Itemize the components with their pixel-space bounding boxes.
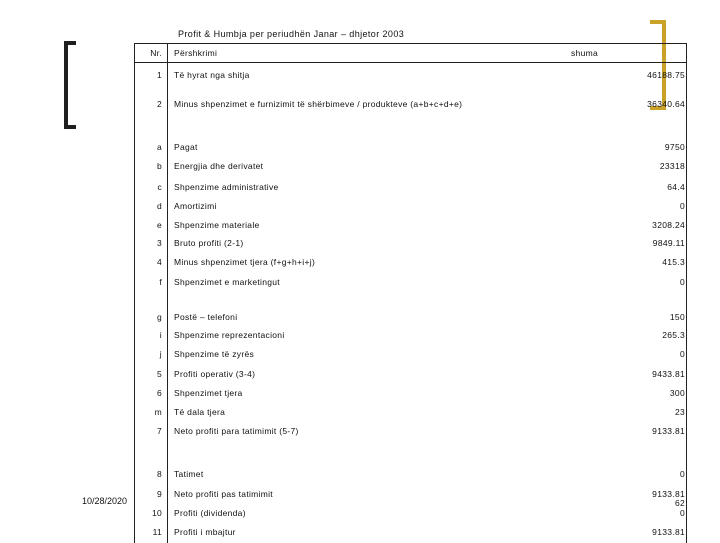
row-nr: j [159,349,162,359]
row-nr: 8 [156,469,162,479]
row-amount: 0 [679,469,685,479]
row-nr: a [156,142,162,152]
row-description: Neto profiti pas tatimimit [174,489,273,499]
row-amount: 9849.11 [652,238,685,248]
row-nr: g [156,312,162,322]
row-description: Amortizimi [174,201,217,211]
row-amount: 23 [674,407,685,417]
row-description: Minus shpenzimet tjera (f+g+h+i+j) [174,257,316,267]
row-description: Shpenzime materiale [174,220,260,230]
row-nr: i [159,330,162,340]
row-description: Energjia dhe derivatet [174,161,264,171]
row-nr: 1 [156,70,162,80]
row-amount: 3208.24 [652,220,685,230]
row-nr: 6 [156,388,162,398]
row-amount: 0 [679,349,685,359]
row-description: Shpenzime reprezentacioni [174,330,285,340]
row-nr: b [156,161,162,171]
row-amount: 265.3 [662,330,685,340]
profit-loss-table [134,43,687,543]
row-amount: 64.4 [667,182,685,192]
row-description: Neto profiti para tatimimit (5-7) [174,426,299,436]
row-nr: 3 [156,238,162,248]
row-amount: 300 [669,388,685,398]
row-nr: 5 [156,369,162,379]
row-amount: 9133.81 [652,489,685,499]
row-description: Pagat [174,142,198,152]
row-nr: d [156,201,162,211]
row-nr: 11 [152,527,162,537]
row-amount: 9750 [664,142,685,152]
header-nr: Nr. [150,48,162,58]
row-description: Tatimet [174,469,204,479]
row-description: Postë – telefoni [174,312,238,322]
row-description: Profiti (dividenda) [174,508,246,518]
row-description: Shpenzimet tjera [174,388,243,398]
row-nr: 4 [156,257,162,267]
row-nr: m [154,407,162,417]
row-nr: 10 [151,508,162,518]
left-bracket-decoration [64,41,76,129]
row-description: Të dala tjera [174,407,226,417]
row-amount: 0 [679,201,685,211]
row-nr: c [157,182,162,192]
row-description: Profiti i mbajtur [174,527,236,537]
header-rule [134,62,687,63]
row-amount: 0 [679,277,685,287]
row-amount: 9433.81 [652,369,685,379]
row-amount: 150 [669,312,685,322]
header-description: Përshkrimi [174,48,218,58]
row-description: Profiti operativ (3-4) [174,369,256,379]
row-nr: 7 [156,426,162,436]
row-description: Të hyrat nga shitja [174,70,250,80]
row-amount: 62 [674,498,685,508]
row-amount: 46188.75 [647,70,685,80]
row-amount: 9133.81 [652,527,685,537]
header-amount: shuma [571,48,599,58]
row-description: Minus shpenzimet e furnizimit të shërbimeve / produkteve (a+b+c+d+e) [174,99,463,109]
row-nr: 2 [156,99,162,109]
row-description: Bruto profiti (2-1) [174,238,244,248]
document-title: Profit & Humbja per periudhën Janar – dhjetor 2003 [178,29,405,39]
row-amount: 9133.81 [652,426,685,436]
row-description: Shpenzimet e marketingut [174,277,280,287]
row-nr: e [156,220,162,230]
row-nr: f [159,277,162,287]
row-description: Shpenzime administrative [174,182,279,192]
slide-date: 10/28/2020 [82,496,128,506]
row-nr: 9 [156,489,162,499]
row-amount: 415.3 [662,257,685,267]
row-amount: 23318 [659,161,685,171]
row-amount: 36340.64 [647,99,685,109]
column-divider [167,43,168,543]
row-amount: 0 [679,508,685,518]
row-description: Shpenzime të zyrës [174,349,255,359]
